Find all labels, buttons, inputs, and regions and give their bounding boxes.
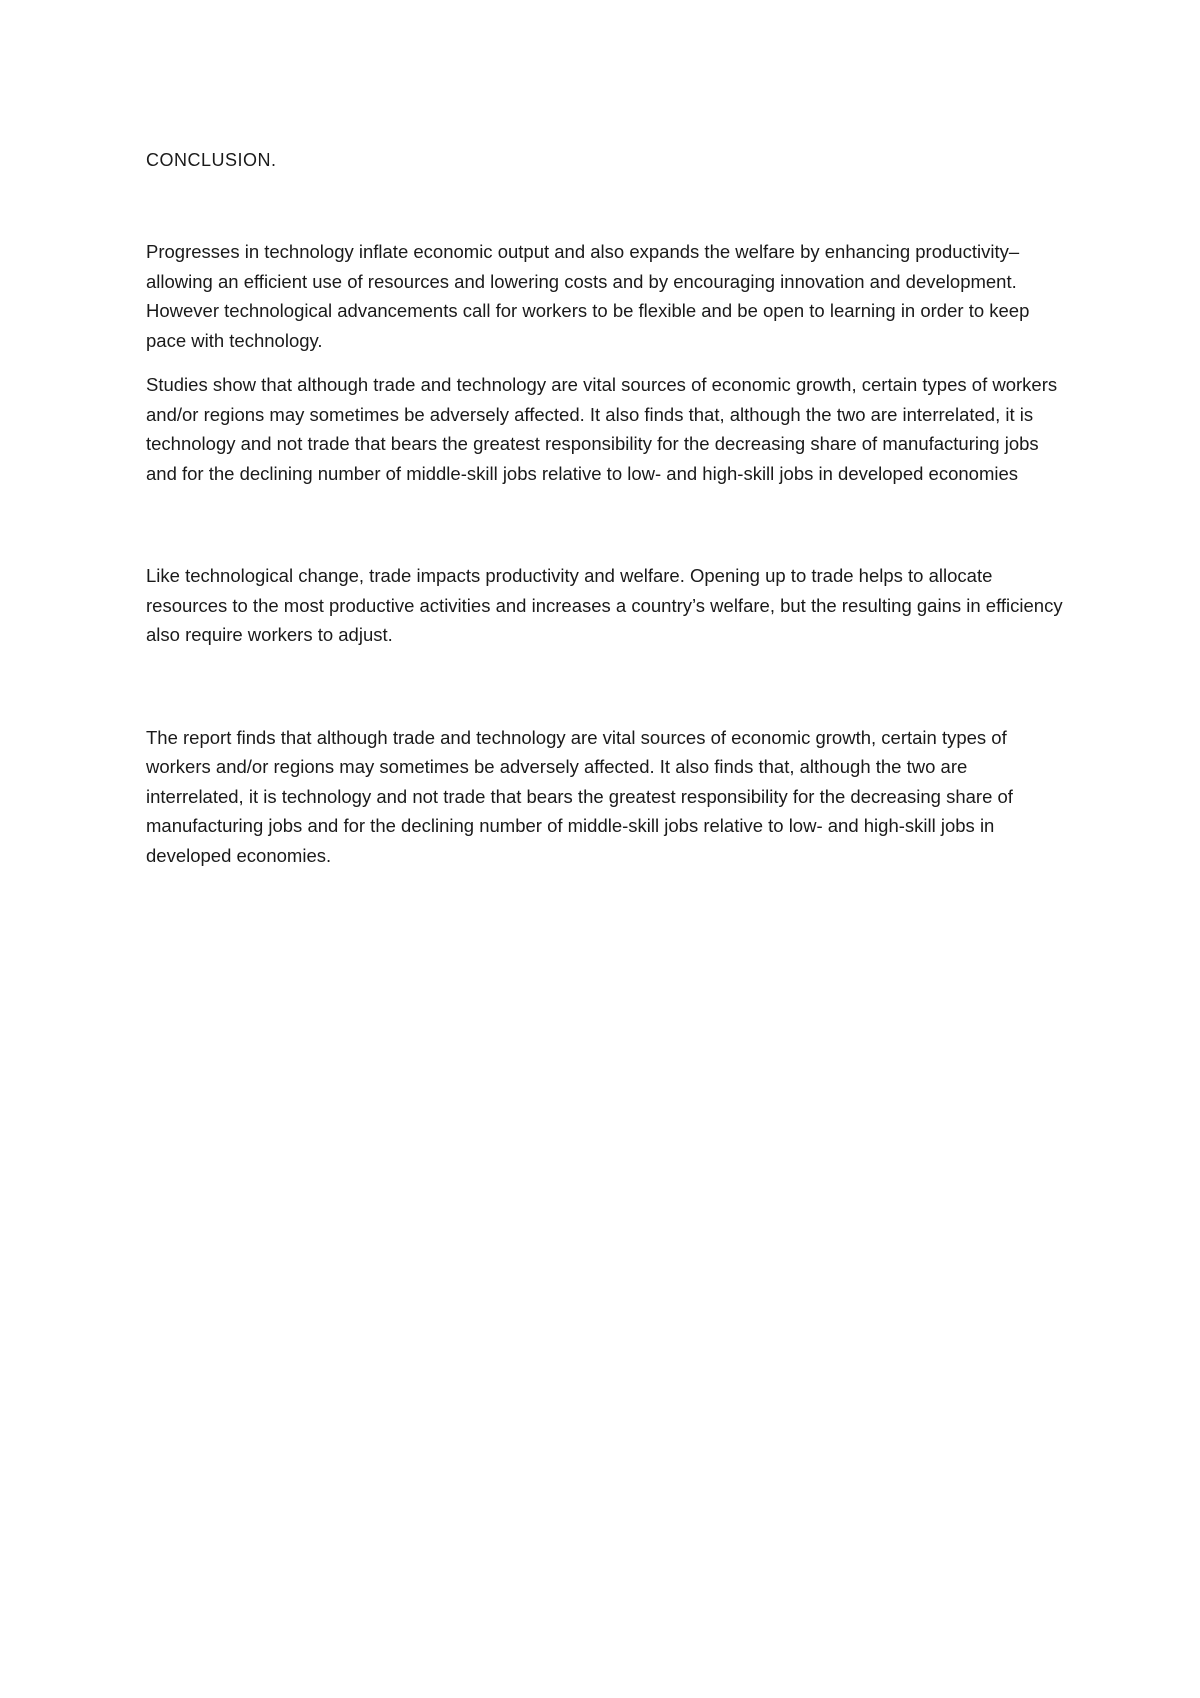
document-body xyxy=(146,146,1066,870)
section-heading: CONCLUSION. xyxy=(146,150,277,170)
paragraph-1: Progresses in technology inflate economic output and also expands the welfare by enhancing productivity–allowing an efficient use of resources and lowering costs and by encouraging innovation and development. However technological advancements call for workers to be flexible and be open to learning in order to keep pace with technology. xyxy=(146,241,1030,351)
paragraph-4: The report finds that although trade and technology are vital sources of economic growth, certain types of workers and/or regions may sometimes be adversely affected. It also finds that, although the two are interrelated, it is technology and not trade that bears the greatest responsibility for the decreasing share of manufacturing jobs and for the declining number of middle-skill jobs relative to low- and high-skill jobs in developed economies. xyxy=(146,726,1013,866)
paragraph-3: Like technological change, trade impacts productivity and welfare. Opening up to trade helps to allocate resources to the most productive activities and increases a country’s welfare, but the resulting gains in efficiency also require workers to adjust. xyxy=(146,565,1063,645)
paragraph-2: Studies show that although trade and technology are vital sources of economic growth, certain types of workers and/or regions may sometimes be adversely affected. It also finds that, although the two are interrelated, it is technology and not trade that bears the greatest responsibility for the decreasing share of manufacturing jobs and for the declining number of middle-skill jobs relative to low- and high-skill jobs in developed economies xyxy=(146,374,1058,484)
